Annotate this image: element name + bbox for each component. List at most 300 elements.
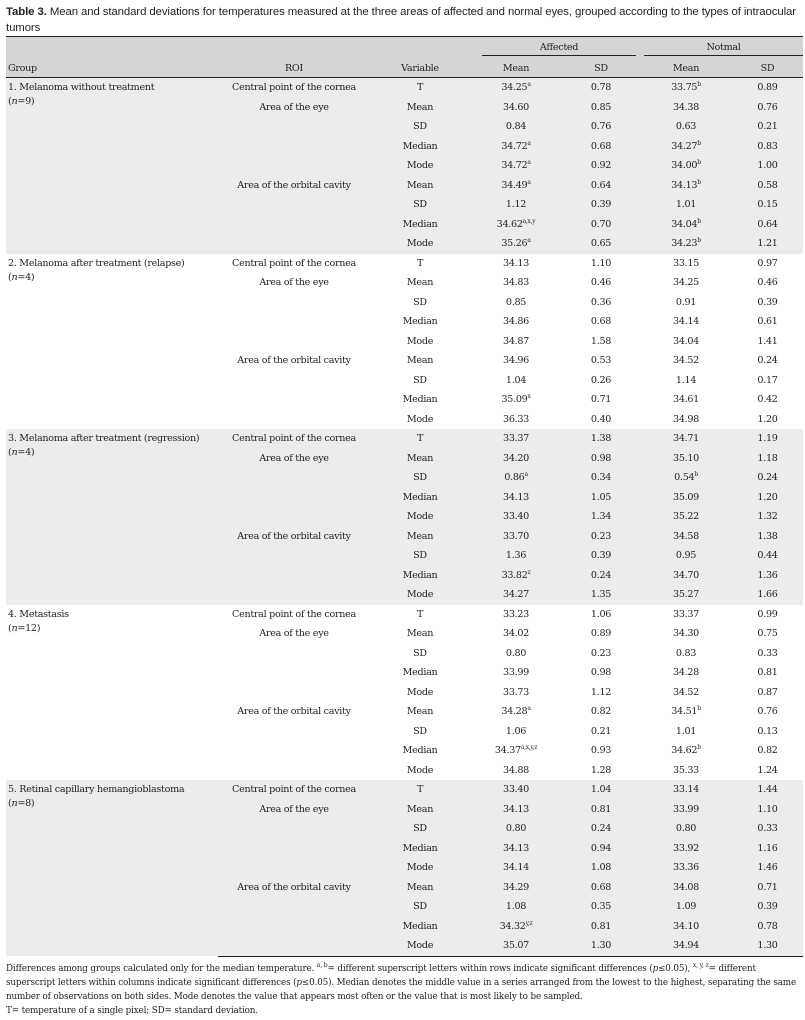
roi-cell: Area of the eye bbox=[218, 800, 370, 820]
variable-cell: Median bbox=[370, 215, 470, 235]
affected-mean-cell: 34.86 bbox=[470, 312, 562, 332]
normal-sd-cell: 1.24 bbox=[732, 761, 803, 781]
roi-cell bbox=[218, 117, 370, 137]
affected-mean-cell: 34.28$^a$ bbox=[470, 702, 562, 722]
affected-mean-cell: 1.04 bbox=[470, 371, 562, 391]
affected-mean-cell: 33.40 bbox=[470, 780, 562, 800]
affected-mean-cell: 34.25$^a$ bbox=[470, 78, 562, 98]
normal-mean-cell: 1.14 bbox=[640, 371, 732, 391]
variable-cell: Mode bbox=[370, 410, 470, 430]
normal-sd-cell: 1.20 bbox=[732, 410, 803, 430]
roi-cell: Area of the orbital cavity bbox=[218, 878, 370, 898]
affected-sd-cell: 0.70 bbox=[562, 215, 640, 235]
variable-cell: SD bbox=[370, 195, 470, 215]
normal-sd-cell: 1.00 bbox=[732, 156, 803, 176]
normal-mean-cell: 34.08 bbox=[640, 878, 732, 898]
header-roi: ROI bbox=[218, 59, 370, 78]
affected-mean-cell: 34.62$^{a,x,y}$ bbox=[470, 215, 562, 235]
normal-mean-cell: 34.23$^b$ bbox=[640, 234, 732, 254]
normal-sd-cell: 0.24 bbox=[732, 468, 803, 488]
roi-cell bbox=[218, 722, 370, 742]
normal-sd-cell: 1.36 bbox=[732, 566, 803, 586]
table-row bbox=[6, 605, 803, 625]
header-affected: Affected bbox=[482, 42, 636, 56]
variable-cell: Mode bbox=[370, 683, 470, 703]
variable-cell: T bbox=[370, 780, 470, 800]
significance-superscript: a bbox=[527, 81, 531, 89]
variable-cell: Median bbox=[370, 917, 470, 937]
variable-cell: Median bbox=[370, 741, 470, 761]
affected-sd-cell: 1.58 bbox=[562, 332, 640, 352]
normal-sd-cell: 0.33 bbox=[732, 819, 803, 839]
roi-cell: Area of the eye bbox=[218, 624, 370, 644]
variable-cell: Median bbox=[370, 663, 470, 683]
normal-mean-cell: 34.52 bbox=[640, 351, 732, 371]
variable-cell: Median bbox=[370, 390, 470, 410]
affected-mean-cell: 0.86$^a$ bbox=[470, 468, 562, 488]
header-affected-sd: SD bbox=[562, 59, 640, 78]
affected-mean-cell: 34.83 bbox=[470, 273, 562, 293]
table-footnote bbox=[6, 962, 803, 1018]
significance-superscript: b bbox=[697, 237, 701, 245]
significance-superscript: a bbox=[527, 705, 531, 713]
group-section bbox=[6, 429, 803, 605]
table-header bbox=[6, 37, 803, 78]
affected-sd-cell: 0.94 bbox=[562, 839, 640, 859]
normal-mean-cell: 34.30 bbox=[640, 624, 732, 644]
significance-superscript: b bbox=[694, 471, 698, 479]
roi-cell bbox=[218, 195, 370, 215]
affected-sd-cell: 0.53 bbox=[562, 351, 640, 371]
normal-sd-cell: 1.66 bbox=[732, 585, 803, 605]
normal-mean-cell: 1.01 bbox=[640, 195, 732, 215]
variable-cell: T bbox=[370, 254, 470, 274]
normal-sd-cell: 1.30 bbox=[732, 936, 803, 956]
normal-mean-cell: 34.52 bbox=[640, 683, 732, 703]
normal-sd-cell: 0.76 bbox=[732, 702, 803, 722]
group-name-cell bbox=[6, 429, 218, 605]
affected-sd-cell: 0.76 bbox=[562, 117, 640, 137]
affected-mean-cell: 34.60 bbox=[470, 98, 562, 118]
table-row bbox=[6, 254, 803, 274]
group-name-cell bbox=[6, 78, 218, 254]
group-name: 3. Melanoma after treatment (regression) bbox=[8, 433, 200, 444]
normal-sd-cell: 0.78 bbox=[732, 917, 803, 937]
roi-cell: Central point of the cornea bbox=[218, 780, 370, 800]
normal-mean-cell: 0.54$^b$ bbox=[640, 468, 732, 488]
variable-cell: Mode bbox=[370, 936, 470, 956]
significance-superscript: a bbox=[527, 139, 531, 147]
group-name-cell bbox=[6, 254, 218, 430]
variable-cell: Mode bbox=[370, 332, 470, 352]
affected-mean-cell: 33.23 bbox=[470, 605, 562, 625]
significance-superscript: a bbox=[527, 237, 531, 245]
header-row-1 bbox=[6, 37, 803, 60]
variable-cell: SD bbox=[370, 371, 470, 391]
affected-sd-cell: 0.98 bbox=[562, 663, 640, 683]
affected-mean-cell: 35.26$^a$ bbox=[470, 234, 562, 254]
affected-mean-cell: 0.80 bbox=[470, 819, 562, 839]
header-group: Group bbox=[6, 59, 218, 78]
variable-cell: Mode bbox=[370, 858, 470, 878]
normal-sd-cell: 0.83 bbox=[732, 137, 803, 157]
variable-cell: SD bbox=[370, 117, 470, 137]
variable-cell: SD bbox=[370, 468, 470, 488]
affected-mean-cell: 34.49$^a$ bbox=[470, 176, 562, 196]
affected-mean-cell: 35.09$^x$ bbox=[470, 390, 562, 410]
normal-sd-cell: 0.97 bbox=[732, 254, 803, 274]
header-affected-mean: Mean bbox=[470, 59, 562, 78]
affected-sd-cell: 1.12 bbox=[562, 683, 640, 703]
group-name-cell bbox=[6, 605, 218, 781]
affected-sd-cell: 1.05 bbox=[562, 488, 640, 508]
roi-cell: Area of the orbital cavity bbox=[218, 527, 370, 547]
normal-mean-cell: 33.14 bbox=[640, 780, 732, 800]
roi-cell bbox=[218, 761, 370, 781]
variable-cell: Mean bbox=[370, 527, 470, 547]
normal-mean-cell: 33.75$^b$ bbox=[640, 78, 732, 98]
group-n: (n=12) bbox=[8, 622, 41, 634]
normal-sd-cell: 0.13 bbox=[732, 722, 803, 742]
roi-cell: Area of the eye bbox=[218, 449, 370, 469]
affected-sd-cell: 1.30 bbox=[562, 936, 640, 956]
roi-cell bbox=[218, 897, 370, 917]
roi-cell bbox=[218, 683, 370, 703]
roi-cell bbox=[218, 644, 370, 664]
normal-sd-cell: 0.24 bbox=[732, 351, 803, 371]
normal-mean-cell: 34.10 bbox=[640, 917, 732, 937]
affected-mean-cell: 33.73 bbox=[470, 683, 562, 703]
affected-sd-cell: 1.06 bbox=[562, 605, 640, 625]
roi-cell bbox=[218, 585, 370, 605]
variable-cell: Mean bbox=[370, 702, 470, 722]
variable-cell: T bbox=[370, 429, 470, 449]
variable-cell: SD bbox=[370, 293, 470, 313]
roi-cell bbox=[218, 137, 370, 157]
variable-cell: Mode bbox=[370, 507, 470, 527]
significance-superscript: b bbox=[697, 705, 701, 713]
normal-mean-cell: 34.61 bbox=[640, 390, 732, 410]
affected-sd-cell: 1.34 bbox=[562, 507, 640, 527]
variable-cell: SD bbox=[370, 644, 470, 664]
normal-sd-cell: 0.76 bbox=[732, 98, 803, 118]
group-section bbox=[6, 78, 803, 254]
group-n: (n=4) bbox=[8, 447, 35, 458]
affected-mean-cell: 33.37 bbox=[470, 429, 562, 449]
affected-sd-cell: 1.35 bbox=[562, 585, 640, 605]
affected-sd-cell: 0.39 bbox=[562, 546, 640, 566]
normal-sd-cell: 0.17 bbox=[732, 371, 803, 391]
variable-cell: Mean bbox=[370, 273, 470, 293]
variable-cell: Mode bbox=[370, 156, 470, 176]
normal-mean-cell: 34.38 bbox=[640, 98, 732, 118]
affected-sd-cell: 0.21 bbox=[562, 722, 640, 742]
normal-sd-cell: 0.64 bbox=[732, 215, 803, 235]
affected-sd-cell: 0.81 bbox=[562, 800, 640, 820]
roi-cell: Central point of the cornea bbox=[218, 78, 370, 98]
affected-sd-cell: 0.68 bbox=[562, 878, 640, 898]
normal-sd-cell: 1.20 bbox=[732, 488, 803, 508]
normal-mean-cell: 33.36 bbox=[640, 858, 732, 878]
normal-mean-cell: 35.27 bbox=[640, 585, 732, 605]
roi-cell bbox=[218, 312, 370, 332]
group-n: (n=9) bbox=[8, 96, 35, 107]
normal-sd-cell: 1.19 bbox=[732, 429, 803, 449]
affected-sd-cell: 0.34 bbox=[562, 468, 640, 488]
variable-cell: Median bbox=[370, 137, 470, 157]
normal-sd-cell: 0.99 bbox=[732, 605, 803, 625]
roi-cell bbox=[218, 215, 370, 235]
normal-sd-cell: 0.39 bbox=[732, 897, 803, 917]
affected-mean-cell: 33.40 bbox=[470, 507, 562, 527]
variable-cell: Mean bbox=[370, 624, 470, 644]
normal-sd-cell: 0.75 bbox=[732, 624, 803, 644]
normal-mean-cell: 33.37 bbox=[640, 605, 732, 625]
roi-cell bbox=[218, 741, 370, 761]
variable-cell: Median bbox=[370, 312, 470, 332]
affected-sd-cell: 1.28 bbox=[562, 761, 640, 781]
group-n: (n=8) bbox=[8, 798, 35, 809]
affected-sd-cell: 0.64 bbox=[562, 176, 640, 196]
roi-cell bbox=[218, 410, 370, 430]
affected-mean-cell: 34.14 bbox=[470, 858, 562, 878]
significance-superscript: y,z bbox=[525, 919, 533, 927]
affected-sd-cell: 0.68 bbox=[562, 312, 640, 332]
header-normal-mean: Mean bbox=[640, 59, 732, 78]
affected-mean-cell: 34.87 bbox=[470, 332, 562, 352]
results-table bbox=[6, 36, 803, 957]
affected-sd-cell: 0.81 bbox=[562, 917, 640, 937]
header-row-2 bbox=[6, 59, 803, 78]
affected-sd-cell: 1.38 bbox=[562, 429, 640, 449]
normal-mean-cell: 34.13$^b$ bbox=[640, 176, 732, 196]
normal-sd-cell: 1.16 bbox=[732, 839, 803, 859]
significance-superscript: b bbox=[697, 744, 701, 752]
variable-cell: Mean bbox=[370, 878, 470, 898]
group-n: (n=4) bbox=[8, 271, 35, 283]
normal-mean-cell: 33.15 bbox=[640, 254, 732, 274]
roi-cell bbox=[218, 371, 370, 391]
variable-cell: Mean bbox=[370, 98, 470, 118]
normal-sd-cell: 1.38 bbox=[732, 527, 803, 547]
affected-sd-cell: 0.39 bbox=[562, 195, 640, 215]
normal-sd-cell: 0.42 bbox=[732, 390, 803, 410]
normal-sd-cell: 1.32 bbox=[732, 507, 803, 527]
significance-superscript: b bbox=[697, 139, 701, 147]
normal-mean-cell: 0.63 bbox=[640, 117, 732, 137]
roi-cell: Area of the orbital cavity bbox=[218, 351, 370, 371]
header-variable: Variable bbox=[370, 59, 470, 78]
significance-superscript: b bbox=[697, 81, 701, 89]
table-row bbox=[6, 78, 803, 98]
footnote-sup-xyz: x, y, z bbox=[692, 962, 709, 969]
affected-sd-cell: 0.82 bbox=[562, 702, 640, 722]
affected-mean-cell: 35.07 bbox=[470, 936, 562, 956]
roi-cell bbox=[218, 936, 370, 956]
roi-cell bbox=[218, 390, 370, 410]
normal-mean-cell: 33.92 bbox=[640, 839, 732, 859]
significance-superscript: a bbox=[527, 178, 531, 186]
normal-mean-cell: 0.80 bbox=[640, 819, 732, 839]
normal-sd-cell: 0.44 bbox=[732, 546, 803, 566]
affected-sd-cell: 1.08 bbox=[562, 858, 640, 878]
affected-sd-cell: 0.35 bbox=[562, 897, 640, 917]
normal-mean-cell: 0.95 bbox=[640, 546, 732, 566]
group-name-cell bbox=[6, 780, 218, 956]
roi-cell bbox=[218, 917, 370, 937]
footnote-definitions: Differences among groups calculated only for the median temperature. $^{a, b}$= different superscript letters within rows indicate significant differences (p≤0.05), $^{x, y, z}$= different superscript letters within columns indicate significant differences (p≤0.05). Median denotes the middle value in a series arranged from the lowest to the highest, separating the same number of observations on both sides. Mode denotes the value that appears most often or the value that is most likely to be sampled. bbox=[6, 962, 797, 1002]
roi-cell: Central point of the cornea bbox=[218, 605, 370, 625]
affected-mean-cell: 34.72$^a$ bbox=[470, 156, 562, 176]
table-label: Table 3. bbox=[6, 6, 47, 18]
normal-mean-cell: 34.62$^b$ bbox=[640, 741, 732, 761]
affected-sd-cell: 0.24 bbox=[562, 566, 640, 586]
significance-superscript: x bbox=[527, 393, 531, 401]
variable-cell: SD bbox=[370, 819, 470, 839]
group-section bbox=[6, 605, 803, 781]
affected-mean-cell: 34.13 bbox=[470, 254, 562, 274]
normal-sd-cell: 0.21 bbox=[732, 117, 803, 137]
affected-sd-cell: 0.93 bbox=[562, 741, 640, 761]
affected-mean-cell: 34.27 bbox=[470, 585, 562, 605]
affected-mean-cell: 0.80 bbox=[470, 644, 562, 664]
group-name: 1. Melanoma without treatment bbox=[8, 82, 155, 93]
roi-cell bbox=[218, 156, 370, 176]
variable-cell: T bbox=[370, 605, 470, 625]
affected-mean-cell: 34.13 bbox=[470, 800, 562, 820]
group-name: 4. Metastasis bbox=[8, 608, 69, 620]
variable-cell: Median bbox=[370, 839, 470, 859]
normal-mean-cell: 35.10 bbox=[640, 449, 732, 469]
variable-cell: Mean bbox=[370, 800, 470, 820]
affected-sd-cell: 0.71 bbox=[562, 390, 640, 410]
roi-cell bbox=[218, 839, 370, 859]
normal-sd-cell: 0.15 bbox=[732, 195, 803, 215]
normal-mean-cell: 34.25 bbox=[640, 273, 732, 293]
affected-mean-cell: 0.85 bbox=[470, 293, 562, 313]
normal-sd-cell: 1.41 bbox=[732, 332, 803, 352]
normal-sd-cell: 0.46 bbox=[732, 273, 803, 293]
normal-sd-cell: 0.33 bbox=[732, 644, 803, 664]
roi-cell: Central point of the cornea bbox=[218, 254, 370, 274]
roi-cell: Area of the eye bbox=[218, 273, 370, 293]
normal-sd-cell: 0.82 bbox=[732, 741, 803, 761]
roi-cell bbox=[218, 546, 370, 566]
group-section bbox=[6, 254, 803, 430]
roi-cell: Area of the orbital cavity bbox=[218, 176, 370, 196]
significance-superscript: z bbox=[527, 568, 531, 576]
affected-sd-cell: 0.40 bbox=[562, 410, 640, 430]
normal-mean-cell: 34.58 bbox=[640, 527, 732, 547]
variable-cell: SD bbox=[370, 546, 470, 566]
roi-cell bbox=[218, 507, 370, 527]
affected-mean-cell: 34.32$^{y,z}$ bbox=[470, 917, 562, 937]
normal-sd-cell: 0.39 bbox=[732, 293, 803, 313]
variable-cell: Median bbox=[370, 488, 470, 508]
affected-sd-cell: 0.78 bbox=[562, 78, 640, 98]
group-name: 5. Retinal capillary hemangioblastoma bbox=[8, 784, 185, 795]
normal-mean-cell: 35.22 bbox=[640, 507, 732, 527]
affected-mean-cell: 34.13 bbox=[470, 839, 562, 859]
variable-cell: SD bbox=[370, 897, 470, 917]
affected-sd-cell: 0.85 bbox=[562, 98, 640, 118]
group-section bbox=[6, 780, 803, 956]
affected-sd-cell: 1.04 bbox=[562, 780, 640, 800]
affected-sd-cell: 0.24 bbox=[562, 819, 640, 839]
significance-superscript: a,x,y,z bbox=[520, 744, 538, 752]
normal-mean-cell: 35.33 bbox=[640, 761, 732, 781]
roi-cell bbox=[218, 663, 370, 683]
affected-sd-cell: 0.46 bbox=[562, 273, 640, 293]
affected-mean-cell: 34.96 bbox=[470, 351, 562, 371]
normal-sd-cell: 1.44 bbox=[732, 780, 803, 800]
roi-cell bbox=[218, 858, 370, 878]
affected-mean-cell: 33.70 bbox=[470, 527, 562, 547]
table-row bbox=[6, 429, 803, 449]
normal-mean-cell: 0.83 bbox=[640, 644, 732, 664]
normal-mean-cell: 1.09 bbox=[640, 897, 732, 917]
affected-mean-cell: 34.29 bbox=[470, 878, 562, 898]
variable-cell: Mode bbox=[370, 585, 470, 605]
header-normal: Notmal bbox=[644, 42, 803, 56]
variable-cell: Mode bbox=[370, 234, 470, 254]
affected-mean-cell: 33.82$^z$ bbox=[470, 566, 562, 586]
table-caption bbox=[6, 4, 801, 36]
footnote-abbreviations: T= temperature of a single pixel; SD= standard deviation. bbox=[6, 1006, 258, 1016]
roi-cell bbox=[218, 293, 370, 313]
variable-cell: Mean bbox=[370, 449, 470, 469]
normal-mean-cell: 34.28 bbox=[640, 663, 732, 683]
roi-cell bbox=[218, 819, 370, 839]
affected-sd-cell: 0.36 bbox=[562, 293, 640, 313]
significance-superscript: b bbox=[697, 178, 701, 186]
affected-mean-cell: 1.36 bbox=[470, 546, 562, 566]
normal-mean-cell: 0.91 bbox=[640, 293, 732, 313]
significance-superscript: b bbox=[697, 217, 701, 225]
significance-superscript: a bbox=[527, 159, 531, 167]
affected-mean-cell: 1.08 bbox=[470, 897, 562, 917]
normal-sd-cell: 1.46 bbox=[732, 858, 803, 878]
affected-sd-cell: 1.10 bbox=[562, 254, 640, 274]
affected-mean-cell: 34.02 bbox=[470, 624, 562, 644]
affected-mean-cell: 33.99 bbox=[470, 663, 562, 683]
normal-sd-cell: 0.89 bbox=[732, 78, 803, 98]
variable-cell: SD bbox=[370, 722, 470, 742]
roi-cell bbox=[218, 234, 370, 254]
affected-sd-cell: 0.92 bbox=[562, 156, 640, 176]
normal-mean-cell: 1.01 bbox=[640, 722, 732, 742]
affected-mean-cell: 36.33 bbox=[470, 410, 562, 430]
normal-sd-cell: 1.18 bbox=[732, 449, 803, 469]
normal-mean-cell: 34.51$^b$ bbox=[640, 702, 732, 722]
normal-mean-cell: 34.04 bbox=[640, 332, 732, 352]
affected-sd-cell: 0.68 bbox=[562, 137, 640, 157]
affected-sd-cell: 0.23 bbox=[562, 527, 640, 547]
affected-mean-cell: 34.20 bbox=[470, 449, 562, 469]
normal-mean-cell: 34.98 bbox=[640, 410, 732, 430]
affected-mean-cell: 34.72$^a$ bbox=[470, 137, 562, 157]
roi-cell bbox=[218, 488, 370, 508]
variable-cell: Median bbox=[370, 566, 470, 586]
affected-sd-cell: 0.98 bbox=[562, 449, 640, 469]
variable-cell: Mean bbox=[370, 176, 470, 196]
affected-sd-cell: 0.89 bbox=[562, 624, 640, 644]
roi-cell bbox=[218, 332, 370, 352]
table-row bbox=[6, 780, 803, 800]
normal-mean-cell: 34.71 bbox=[640, 429, 732, 449]
group-name: 2. Melanoma after treatment (relapse) bbox=[8, 257, 185, 269]
normal-mean-cell: 34.94 bbox=[640, 936, 732, 956]
